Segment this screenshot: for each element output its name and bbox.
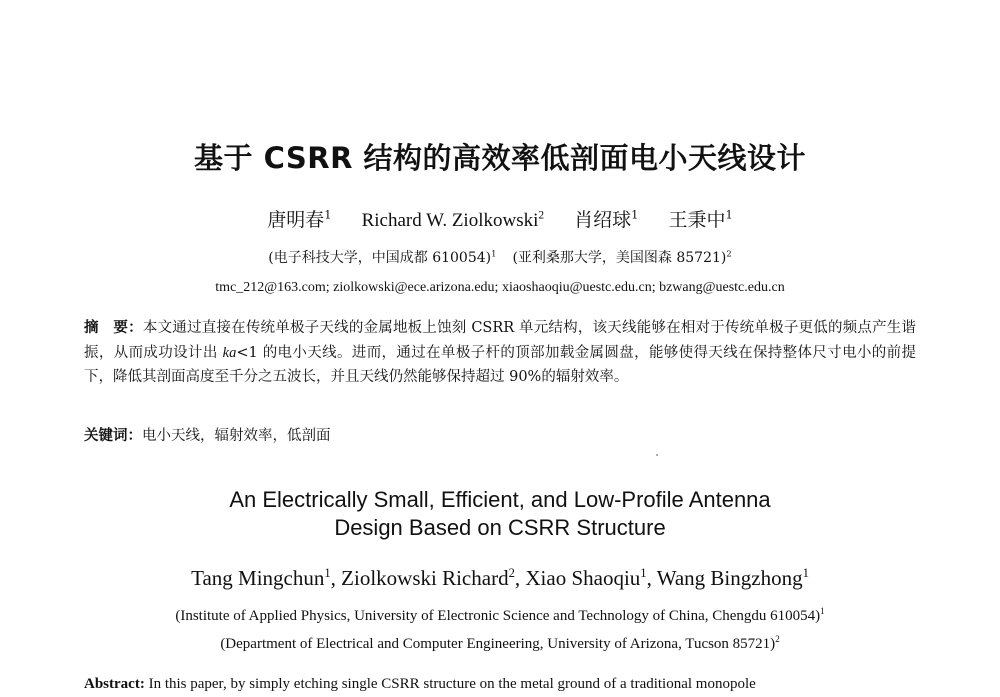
author-ziolkowski: Richard W. Ziolkowski$^2$ <box>361 209 545 231</box>
author-xiao: 肖绍球$^1$ <box>574 207 639 231</box>
chinese-author-list <box>0 205 1000 232</box>
affiliation-uestc: (电子科技大学，中国成都 610054)$^1$ <box>268 248 497 266</box>
english-author-list: Tang Mingchun$^1$, Ziolkowski Richard$^2$, Xiao Shaoqiu$^1$, Wang Bingzhong$^1$ <box>191 566 809 590</box>
english-title: An Electrically Small, Efficient, and Low-Profile Antenna Design Based on CSRR Structure <box>229 487 771 540</box>
chinese-abstract-label: 摘 要： <box>84 320 143 336</box>
chinese-affiliations <box>0 247 1000 267</box>
chinese-keywords-label: 关键词： <box>84 428 142 444</box>
english-abstract: Abstract: In this paper, by simply etching single CSRR structure on the metal ground of a traditional monopole <box>84 676 756 692</box>
author-tang: 唐明春$^1$ <box>267 207 332 231</box>
scan-speck <box>656 454 658 456</box>
author-emails: tmc_212@163.com; ziolkowski@ece.arizona.edu; xiaoshaoqiu@uestc.edu.cn; bzwang@uestc.edu.cn <box>215 280 785 295</box>
english-abstract-label: Abstract: <box>84 676 145 692</box>
chinese-abstract: 摘 要：本文通过直接在传统单极子天线的金属地板上蚀刻 CSRR 单元结构，该天线能够在相对于传统单极子更低的频点产生谐振，从而成功设计出 ka<1 的电小天线。进而，通过在单极子杆的顶部加载金属圆盘，能够使得天线在保持整体尺寸电小的前提下，降低其剖面高度至千分之五波长，并且天线仍然能够保持超过 90%的辐射效率。 <box>84 320 917 386</box>
author-wang: 王秉中$^1$ <box>668 207 733 231</box>
chinese-title: 基于 CSRR 结构的高效率低剖面电小天线设计 <box>193 141 807 175</box>
english-affiliation-uestc: (Institute of Applied Physics, University of Electronic Science and Technology of China, Chengdu 610054)$^1$ <box>175 606 825 624</box>
chinese-keywords: 关键词：电小天线，辐射效率，低剖面 <box>84 428 331 444</box>
affiliation-arizona: (亚利桑那大学，美国图森 85721)$^2$ <box>512 248 732 266</box>
english-affiliation-arizona: (Department of Electrical and Computer Engineering, University of Arizona, Tucson 85721)$^2$ <box>220 634 780 652</box>
